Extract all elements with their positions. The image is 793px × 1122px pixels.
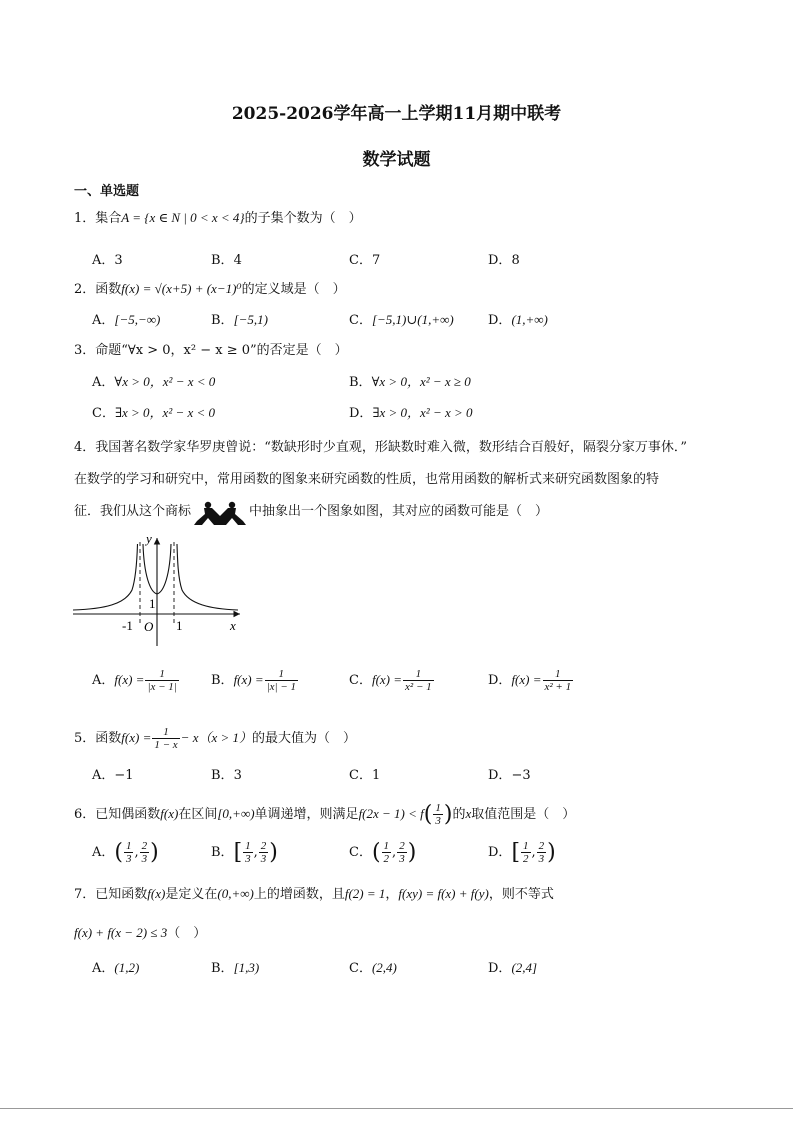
q5-option-b: B．3 <box>211 768 242 783</box>
q1-option-a: A．3 <box>92 253 123 268</box>
curve-right-branch <box>177 544 238 610</box>
q2-option-b: B．[−5,1) <box>211 312 268 328</box>
q4-line-2: 在数学的学习和研究中，常用函数的图象来研究函数的性质，也常用函数的解析式来研究函数图象的特 <box>74 472 660 487</box>
q1-number: 1． <box>74 211 96 226</box>
q6-option-a: A．( $\frac{1}{3}$ , $\frac{2}{3}$ ) <box>92 840 159 865</box>
q7-option-d: D．(2,4] <box>488 960 538 976</box>
q6-option-c: C．( $\frac{1}{2}$ , $\frac{2}{3}$ ) <box>349 840 417 865</box>
q3-option-a: A．∀x > 0，x² − x < 0 <box>92 374 216 390</box>
curve-left-branch <box>73 544 138 610</box>
q4-option-b: B．f(x) = $\frac{1}{|x| - 1}$ <box>211 668 296 693</box>
q4-option-c: C．f(x) = $\frac{1}{\text{x² − 1}}$ <box>349 668 432 693</box>
section-label: 一、单选题 <box>74 184 140 199</box>
q1-post: 的子集个数为（ ） <box>244 211 362 226</box>
q1-set-expression: A = {x ∈ N | 0 < x < 4} <box>121 210 245 225</box>
q5-option-a: A．−1 <box>92 768 134 783</box>
q6-option-d: D．[ $\frac{1}{2}$ , $\frac{2}{3}$ ) <box>488 840 556 865</box>
q7-option-a: A．(1,2) <box>92 960 140 976</box>
q1-pre: 集合 <box>95 211 122 226</box>
exam-title: 2025-2026学年高一上学期11月期中联考 <box>231 104 562 124</box>
exam-subtitle: 数学试题 <box>362 150 431 170</box>
q2-function: f(x) = √(x+5) + (x−1)⁰ <box>121 281 242 296</box>
kappa-logo-icon <box>191 501 249 523</box>
q3-option-c: C．∃x > 0，x² − x < 0 <box>92 405 216 421</box>
q4-option-a: A．f(x) = $\frac{1}{|x - 1|}$ <box>92 668 177 693</box>
q2-option-a: A．[−5,−∞) <box>92 312 161 328</box>
q5-option-d: D．−3 <box>488 768 531 783</box>
question-6: 6．已知偶函数f(x)在区间[0,+∞)单调递增，则满足f(2x − 1) < f( $\frac{1}{3}$ )的x取值范围是（ ） <box>74 802 576 827</box>
q7-option-c: C．(2,4) <box>349 960 397 976</box>
page-bottom-divider <box>0 1108 793 1109</box>
q7-option-b: B．[1,3) <box>211 960 260 976</box>
question-3: 3．命题“∀x > 0，x² − x ≥ 0”的否定是（ ） <box>74 343 348 358</box>
graph-tick-neg-one: -1 <box>122 618 133 633</box>
question-5: 5．函数f(x) = $\frac{1}{1 - x}$ − x（x > 1）的最大值为（ ） <box>74 726 357 751</box>
q1-option-b: B．4 <box>211 253 242 268</box>
q1-option-c: C．7 <box>349 253 381 268</box>
question-2: 2．函数f(x) = √(x+5) + (x−1)⁰的定义域是（ ） <box>74 281 346 297</box>
graph-origin-label: O <box>144 619 154 634</box>
q2-option-d: D．(1,+∞) <box>488 312 548 328</box>
q4-option-d: D．f(x) = $\frac{1}{\text{x² + 1}}$ <box>488 668 572 693</box>
question-7-line-1: 7．已知函数f(x)是定义在(0,+∞)上的增函数，且f(2) = 1，f(xy) = f(x) + f(y)，则不等式 <box>74 886 554 902</box>
q4-line-1: 4．我国著名数学家华罗庚曾说：“数缺形时少直观，形缺数时难入微，数形结合百般好，隔裂分家万事休．” <box>74 440 688 455</box>
q3-option-b: B．∀x > 0，x² − x ≥ 0 <box>349 374 471 390</box>
q5-option-c: C．1 <box>349 768 381 783</box>
graph-x-label: x <box>230 618 236 633</box>
q1-option-d: D．8 <box>488 253 520 268</box>
graph-tick-pos-one: 1 <box>176 618 183 633</box>
q6-option-b: B．[ $\frac{1}{3}$ , $\frac{2}{3}$ ) <box>211 840 278 865</box>
q3-option-d: D．∃x > 0，x² − x > 0 <box>349 405 473 421</box>
question-7-line-2: f(x) + f(x − 2) ≤ 3（ ） <box>74 925 207 941</box>
question-1 <box>74 207 362 226</box>
graph-tick-y-one: 1 <box>149 596 156 611</box>
graph-y-label: y <box>146 531 152 546</box>
q4-function-graph <box>70 530 250 650</box>
q2-option-c: C．[−5,1)∪(1,+∞) <box>349 312 454 328</box>
q4-line-3: 征．我们从这个商标 中抽象出一个图象如图，其对应的函数可能是（ ） <box>74 500 548 523</box>
